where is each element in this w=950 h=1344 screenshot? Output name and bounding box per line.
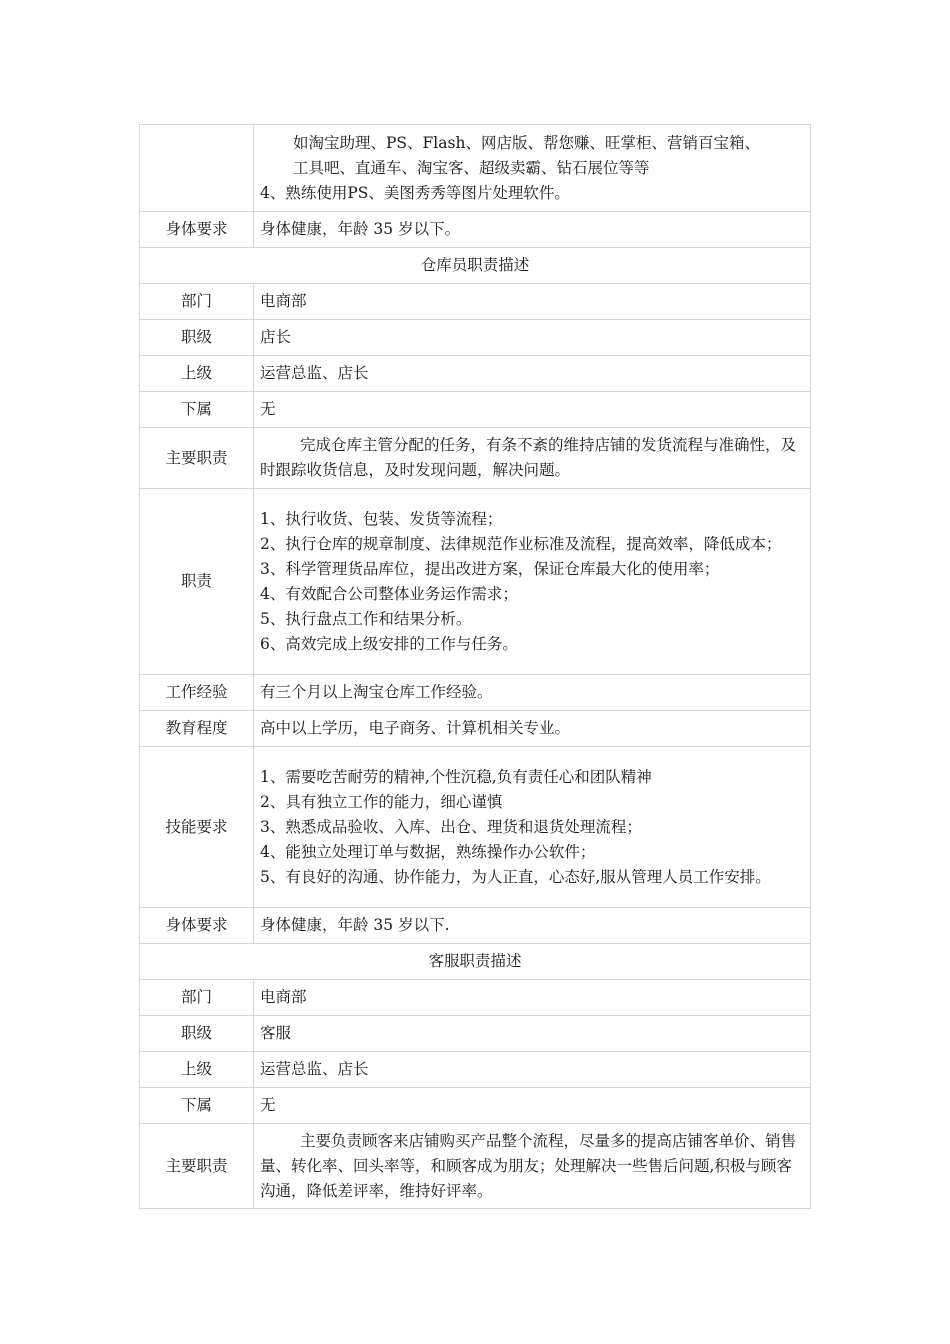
row-value: 电商部 xyxy=(254,284,811,320)
row-value: 有三个月以上淘宝仓库工作经验。 xyxy=(254,675,811,711)
list-item: 1、执行收货、包装、发货等流程； xyxy=(260,509,503,528)
row-value: 无 xyxy=(254,392,811,428)
row-value: 身体健康，年龄 35 岁以下. xyxy=(254,908,811,944)
row-label: 主要职责 xyxy=(140,1124,254,1209)
list-item: 3、科学管理货品库位，提出改进方案，保证仓库最大化的使用率； xyxy=(260,559,720,578)
row-label: 下属 xyxy=(140,392,254,428)
list-item: 5、有良好的沟通、协作能力，为人正直，心态好,服从管理人员工作安排。 xyxy=(260,867,771,886)
row-value: 电商部 xyxy=(254,980,811,1016)
row-value: 运营总监、店长 xyxy=(254,356,811,392)
row-label: 职责 xyxy=(140,489,254,675)
table-row xyxy=(140,675,811,711)
row-value: 店长 xyxy=(254,320,811,356)
row-label: 部门 xyxy=(140,980,254,1016)
row-label: 身体要求 xyxy=(140,908,254,944)
table-row xyxy=(140,212,811,248)
table-row xyxy=(140,428,811,489)
row-value: 运营总监、店长 xyxy=(254,1052,811,1088)
row-value: 客服 xyxy=(254,1016,811,1052)
table-row xyxy=(140,392,811,428)
list-item: 5、执行盘点工作和结果分析。 xyxy=(260,609,472,628)
tools-line-1: 如淘宝助理、PS、Flash、网店版、帮您赚、旺掌柜、营销百宝箱、 xyxy=(293,133,760,152)
table-row xyxy=(140,320,811,356)
table-row xyxy=(140,1052,811,1088)
list-item: 1、需要吃苦耐劳的精神,个性沉稳,负有责任心和团队精神 xyxy=(260,767,652,786)
row-label: 职级 xyxy=(140,320,254,356)
duties-list xyxy=(254,489,811,675)
table-row xyxy=(140,1088,811,1124)
main-duty-text: 主要负责顾客来店铺购买产品整个流程，尽量多的提高店铺客单价、销售量、转化率、回头率等，和顾客成为朋友；处理解决一些售后问题,积极与顾客沟通，降低差评率，维持好评率。 xyxy=(254,1124,811,1209)
row-label: 身体要求 xyxy=(140,212,254,248)
table-row xyxy=(140,908,811,944)
row-label: 工作经验 xyxy=(140,675,254,711)
row-label: 下属 xyxy=(140,1088,254,1124)
row-label: 主要职责 xyxy=(140,428,254,489)
row-label: 技能要求 xyxy=(140,747,254,908)
row-label: 部门 xyxy=(140,284,254,320)
skill-item-4: 4、熟练使用PS、美图秀秀等图片处理软件。 xyxy=(260,183,570,202)
table-row xyxy=(140,1016,811,1052)
section-header-row xyxy=(140,944,811,980)
list-item: 4、有效配合公司整体业务运作需求； xyxy=(260,584,518,603)
table-row xyxy=(140,747,811,908)
row-value: 高中以上学历，电子商务、计算机相关专业。 xyxy=(254,711,811,747)
list-item: 2、具有独立工作的能力，细心谨慎 xyxy=(260,792,503,811)
table-row xyxy=(140,284,811,320)
list-item: 6、高效完成上级安排的工作与任务。 xyxy=(260,634,518,653)
table-row xyxy=(140,1124,811,1209)
tools-line-2: 工具吧、直通车、淘宝客、超级卖霸、钻石展位等等 xyxy=(293,158,650,177)
row-label: 教育程度 xyxy=(140,711,254,747)
table-cell xyxy=(254,125,811,212)
main-duty-text: 完成仓库主管分配的任务，有条不紊的维持店铺的发货流程与准确性，及时跟踪收货信息，及时发现问题，解决问题。 xyxy=(254,428,811,489)
row-value: 身体健康，年龄 35 岁以下。 xyxy=(254,212,811,248)
table-row xyxy=(140,125,811,212)
row-value: 无 xyxy=(254,1088,811,1124)
table-row xyxy=(140,980,811,1016)
empty-label-cell xyxy=(140,125,254,212)
list-item: 3、熟悉成品验收、入库、出仓、理货和退货处理流程； xyxy=(260,817,642,836)
row-label: 上级 xyxy=(140,356,254,392)
skills-list xyxy=(254,747,811,908)
table-row xyxy=(140,489,811,675)
section-title: 仓库员职责描述 xyxy=(140,248,811,284)
list-item: 4、能独立处理订单与数据，熟练操作办公软件； xyxy=(260,842,596,861)
table-row xyxy=(140,356,811,392)
section-header-row xyxy=(140,248,811,284)
section-title: 客服职责描述 xyxy=(140,944,811,980)
job-description-table xyxy=(139,124,811,1209)
row-label: 上级 xyxy=(140,1052,254,1088)
table-row xyxy=(140,711,811,747)
list-item: 2、执行仓库的规章制度、法律规范作业标准及流程，提高效率，降低成本； xyxy=(260,534,782,553)
row-label: 职级 xyxy=(140,1016,254,1052)
